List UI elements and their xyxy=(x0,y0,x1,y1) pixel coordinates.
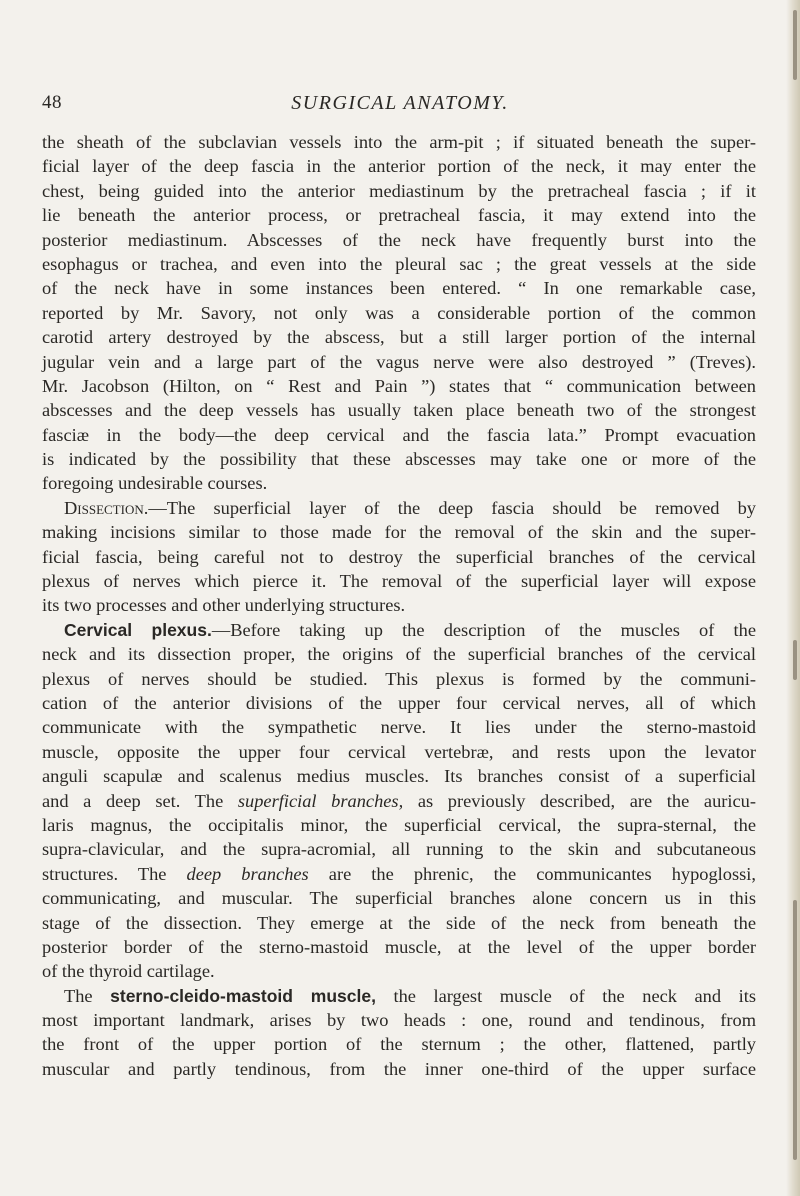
page-number: 48 xyxy=(42,92,62,113)
text-line: communicating, and muscular. The superficial branches alone concern us in this xyxy=(42,888,756,909)
text-line: Dissection.—The superficial layer of the deep fascia should be removed by xyxy=(64,497,756,518)
body-text xyxy=(42,130,756,1081)
text-line: neck and its dissection proper, the origins of the superficial branches of the cervical xyxy=(42,644,756,665)
text-line: of the thyroid cartilage. xyxy=(42,961,215,982)
text-line: plexus of nerves should be studied. This plexus is formed by the communi- xyxy=(42,668,756,689)
text-line: reported by Mr. Savory, not only was a considerable portion of the common xyxy=(42,302,756,323)
page-header xyxy=(0,92,800,122)
text-line: making incisions similar to those made for the removal of the skin and the super- xyxy=(42,522,756,543)
deep-branches-term: deep branches xyxy=(186,863,309,884)
text-line: plexus of nerves which pierce it. The removal of the superficial layer will expose xyxy=(42,571,756,592)
text-line: and a deep set. The superficial branches, as previously described, are the auricu- xyxy=(42,790,756,811)
page-edge-mark xyxy=(793,900,797,1160)
text-line: Mr. Jacobson (Hilton, on “ Rest and Pain ”) states that “ communication between xyxy=(42,375,756,396)
text-line: structures. The deep branches are the phrenic, the communicantes hypoglossi, xyxy=(42,863,756,884)
text-line: its two processes and other underlying structures. xyxy=(42,595,406,616)
text-line: the sheath of the subclavian vessels into the arm-pit ; if situated beneath the super- xyxy=(42,132,756,152)
text-line: ficial fascia, being careful not to destroy the superficial branches of the cervical xyxy=(42,546,756,567)
text-line: lie beneath the anterior process, or pretracheal fascia, it may extend into the xyxy=(42,205,756,226)
text-line: ficial layer of the deep fascia in the anterior portion of the neck, it may enter the xyxy=(42,156,756,177)
text-line: posterior border of the sterno-mastoid muscle, at the level of the upper border xyxy=(42,936,756,957)
text-line: carotid artery destroyed by the abscess, but a still larger portion of the internal xyxy=(42,327,756,348)
superficial-branches-term: superficial branches, xyxy=(237,790,404,811)
running-head: SURGICAL ANATOMY. xyxy=(291,92,509,114)
text-line: laris magnus, the occipitalis minor, the superficial cervical, the supra-sternal, the xyxy=(42,814,756,835)
paragraph-abscesses xyxy=(42,130,756,496)
paragraph-cervical-plexus xyxy=(42,618,756,984)
text-line: cation of the anterior divisions of the upper four cervical nerves, all of which xyxy=(42,692,756,713)
text-line: foregoing undesirable courses. xyxy=(42,473,268,494)
text-line: stage of the dissection. They emerge at the side of the neck from beneath the xyxy=(42,912,756,933)
text-line: anguli scapulæ and scalenus medius muscles. Its branches consist of a superficial xyxy=(42,766,756,787)
text-line: muscle, opposite the upper four cervical vertebræ, and rests upon the levator xyxy=(42,741,756,762)
text-line: is indicated by the possibility that these abscesses may take one or more of the xyxy=(42,449,756,470)
text-line: abscesses and the deep vessels has usually taken place beneath two of the strongest xyxy=(42,400,756,421)
dissection-heading: Dissection. xyxy=(64,497,149,518)
text-line: The sterno-cleido-mastoid muscle, the largest muscle of the neck and its xyxy=(64,985,756,1006)
page-edge-mark xyxy=(793,10,797,80)
sterno-cleido-mastoid-heading: sterno-cleido-mastoid muscle, xyxy=(110,985,376,1006)
page-edge-mark xyxy=(793,640,797,680)
text-line: posterior mediastinum. Abscesses of the neck have frequently burst into the xyxy=(42,229,756,250)
cervical-plexus-heading: Cervical plexus. xyxy=(64,619,212,640)
text-line: esophagus or trachea, and even into the pleural sac ; the great vessels at the side xyxy=(42,253,756,274)
text-line: fasciæ in the body—the deep cervical and the fascia lata.” Prompt evacuation xyxy=(42,424,756,445)
paragraph-dissection xyxy=(42,496,756,618)
text-line: most important landmark, arises by two heads : one, round and tendinous, from xyxy=(42,1010,756,1031)
text-line: Cervical plexus.—Before taking up the description of the muscles of the xyxy=(64,619,756,640)
text-line: of the neck have in some instances been entered. “ In one remarkable case, xyxy=(42,278,756,299)
text-line: communicate with the sympathetic nerve. It lies under the sterno-mastoid xyxy=(42,717,756,738)
text-line: chest, being guided into the anterior mediastinum by the pretracheal fascia ; if it xyxy=(42,180,756,201)
text-line: the front of the upper portion of the sternum ; the other, flattened, partly xyxy=(42,1034,756,1055)
text-line: supra-clavicular, and the supra-acromial, all running to the skin and subcutaneous xyxy=(42,839,756,860)
text-line: muscular and partly tendinous, from the inner one-third of the upper surface xyxy=(42,1058,756,1079)
paragraph-sterno-cleido-mastoid xyxy=(42,984,756,1082)
text-line: jugular vein and a large part of the vagus nerve were also destroyed ” (Treves). xyxy=(42,351,756,372)
